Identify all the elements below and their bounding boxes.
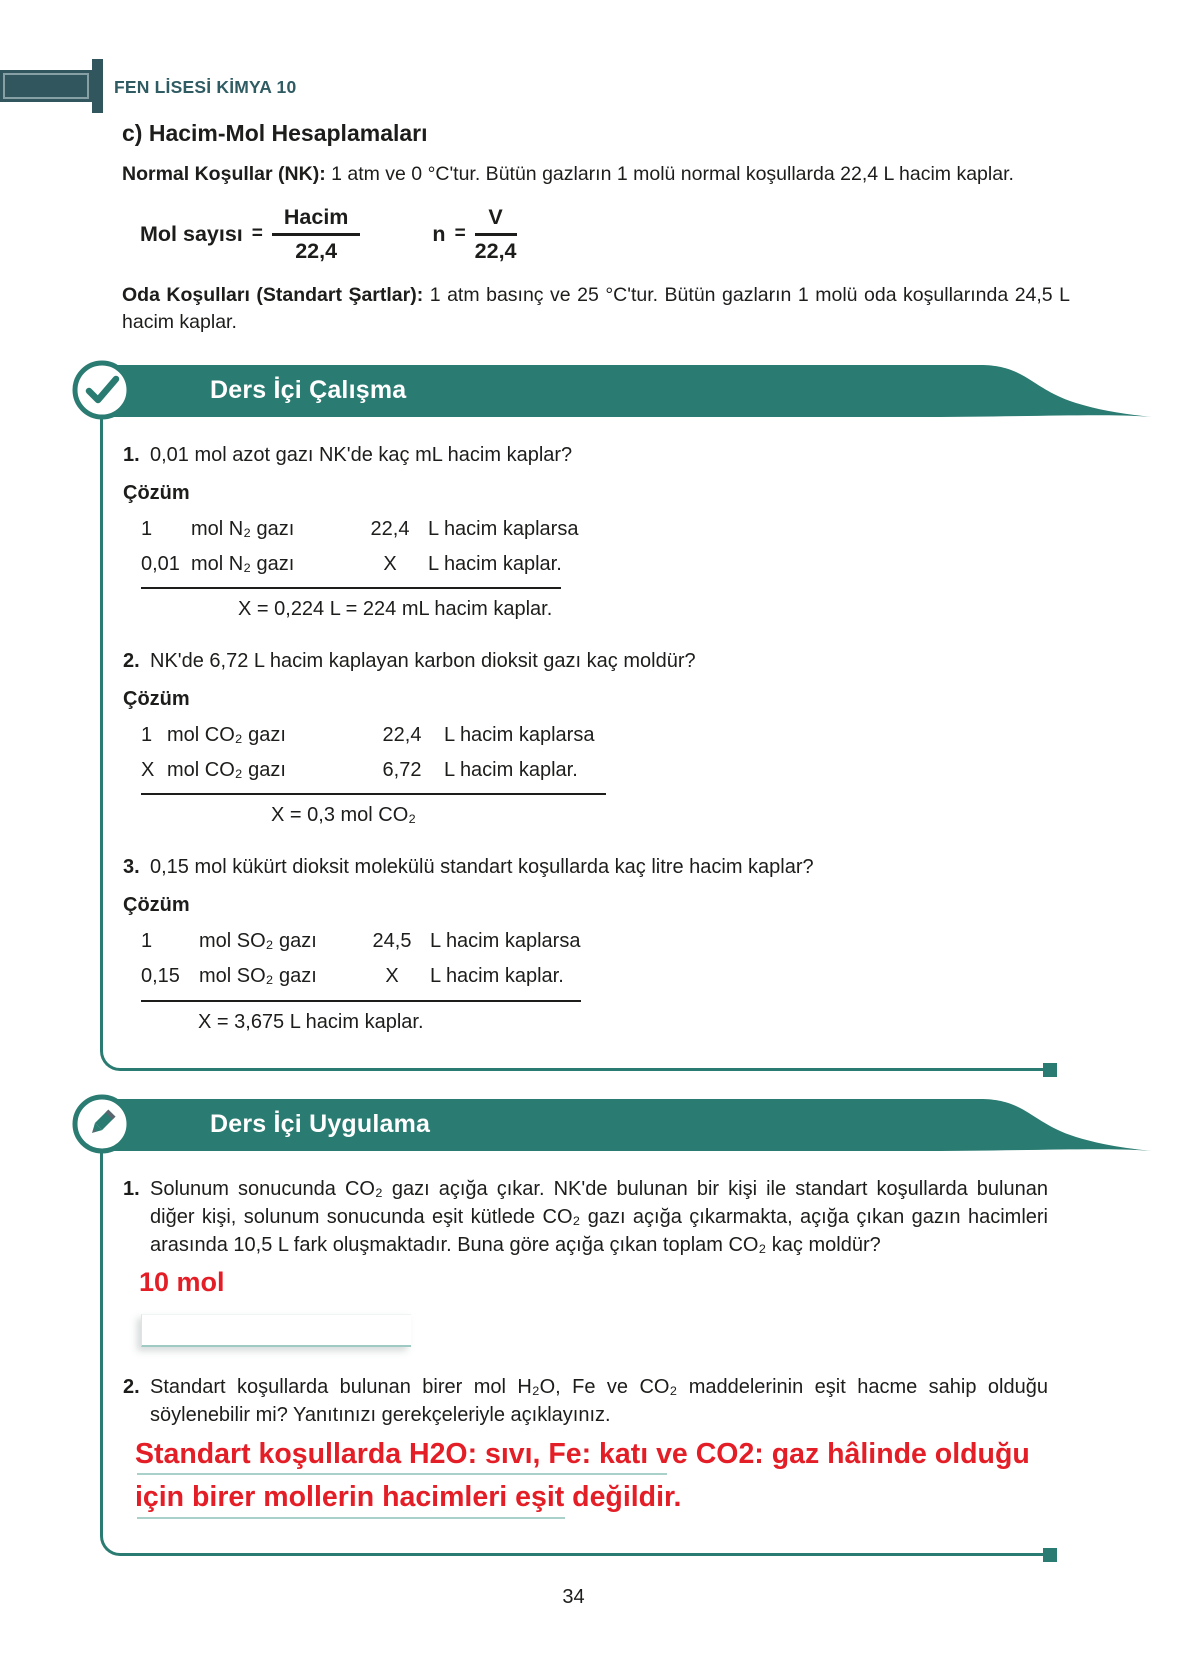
normal-conditions-label: Normal Koşullar (NK): [122,163,326,185]
header-decoration [0,70,92,102]
worked-problem-2 [123,647,1039,827]
header-decoration-inner [3,73,89,99]
proportion-table [141,928,1039,990]
normal-conditions-paragraph [122,161,1070,189]
volume-cell: X [385,965,399,988]
quantity-cell: 1 [141,518,153,541]
question-number: 1. [123,1177,140,1200]
fraction-denominator: 22,4 [295,238,338,263]
answer-box [141,1314,411,1347]
substance-cell: mol N₂ gazı [191,518,295,541]
volume-text-cell: L hacim kaplar. [430,965,564,988]
header-title: FEN LİSESİ KİMYA 10 [114,77,297,97]
volume-cell: 6,72 [382,758,422,781]
calisma-banner [100,365,1047,415]
question-text: Solunum sonucunda CO₂ gazı açığa çıkar. NK'de bulunan bir kişi ile standart koşullarda bulunan diğer kişi, solunum sonucunda eşit kütlede CO₂ gazı açığa çıkarmakta, açığa çıkan gazın hacimleri arasında 10,5 L fark oluşmaktadır. Buna göre açığa çıkan toplam CO₂ kaç moldür? [150,1177,1048,1256]
solution-label: Çözüm [123,894,190,917]
fraction-denominator: 22,4 [474,238,517,263]
mol-volume-formula [140,205,1187,264]
calisma-box [100,415,1047,1071]
answer-line [137,1473,667,1475]
uygulama-box [100,1149,1047,1557]
question [123,853,1039,881]
question-number: 1. [123,444,140,467]
question [123,1373,1048,1429]
question [123,441,1039,469]
fraction-v [475,205,517,264]
application-problem-1 [123,1175,1048,1347]
normal-conditions-text: 1 atm ve 0 °C'tur. Bütün gazların 1 molü normal koşullarda 22,4 L hacim kaplar. [325,163,1014,185]
solution-divider [141,1000,581,1002]
question-text: Standart koşullarda bulunan birer mol H₂O, Fe ve CO₂ maddelerinin eşit hacme sahip olduğu söylenebilir mi? Yanıtınızı gerekçeleriyle açıklayınız. [150,1375,1048,1426]
substance-cell: mol CO₂ gazı [167,758,286,781]
volume-cell: X [383,552,397,575]
equals-sign: = [251,223,263,245]
page-content [0,120,1187,1609]
question-text: NK'de 6,72 L hacim kaplayan karbon dioksit gazı kaç moldür? [150,650,696,673]
solution-result: X = 0,224 L = 224 mL hacim kaplar. [238,598,553,621]
volume-cell: 22,4 [370,518,410,541]
header-decoration-bar [92,59,103,113]
volume-cell: 24,5 [372,930,412,953]
question-text: 0,01 mol azot gazı NK'de kaç mL hacim kaplar? [150,444,573,467]
substance-cell: mol N₂ gazı [191,552,295,575]
equals-sign: = [454,223,466,245]
solution-result: X = 3,675 L hacim kaplar. [198,1010,424,1033]
room-conditions-label: Oda Koşulları (Standart Şartlar): [122,283,424,306]
calisma-banner-label: Ders İçi Çalışma [210,376,407,405]
question-number: 2. [123,650,140,673]
section-ders-ici-uygulama [100,1099,1047,1557]
fraction-hacim [272,205,361,264]
uygulama-banner [100,1099,1047,1149]
quantity-cell: 0,01 [141,552,180,575]
solution-divider [141,587,561,589]
substance-cell: mol SO₂ gazı [199,930,317,953]
question-number: 2. [123,1375,140,1398]
page-number: 34 [562,1586,585,1609]
box-end-square [1043,1548,1057,1562]
quantity-cell: 1 [141,724,153,747]
question-text: 0,15 mol kükürt dioksit molekülü standart koşullarda kaç litre hacim kaplar? [150,856,814,879]
room-conditions-text: 1 atm basınç ve 25 °C'tur. Bütün gazların 1 molü oda koşullarında 24,5 L hacim kaplar. [122,283,1070,334]
volume-text-cell: L hacim kaplar. [428,552,562,575]
worked-problem-1 [123,441,1039,621]
substance-cell: mol CO₂ gazı [167,724,286,747]
fraction-numerator: Hacim [272,205,361,236]
formula-lhs: Mol sayısı [140,221,243,246]
answer-line [137,1517,565,1519]
volume-cell: 22,4 [382,724,422,747]
room-conditions-paragraph [122,282,1070,337]
question-number: 3. [123,856,140,879]
volume-text-cell: L hacim kaplar. [444,758,578,781]
application-problem-2 [123,1373,1048,1520]
question [123,647,1039,675]
substance-cell: mol SO₂ gazı [199,965,317,988]
solution-divider [141,793,606,795]
quantity-cell: X [141,758,155,781]
check-icon [70,358,134,422]
formula-lhs-n: n [432,221,446,246]
solution-label: Çözüm [123,482,190,505]
pencil-icon [70,1092,134,1156]
question [123,1175,1048,1259]
fraction-numerator: V [475,205,517,236]
proportion-table [141,516,1039,578]
handwritten-answer-text: Standart koşullarda H2O: sıvı, Fe: katı ve CO2: gaz hâlinde olduğu için birer mollerin hacimleri eşit değildir. [135,1437,1030,1513]
quantity-cell: 0,15 [141,965,180,988]
solution-result: X = 0,3 mol CO₂ [271,804,417,827]
uygulama-banner-label: Ders İçi Uygulama [210,1109,431,1138]
volume-text-cell: L hacim kaplarsa [444,724,595,747]
handwritten-answer: 10 mol [139,1266,225,1297]
section-ders-ici-calisma [100,365,1047,1071]
handwritten-answer [135,1433,1035,1520]
worked-problem-3 [123,853,1039,1033]
box-end-square [1043,1063,1057,1077]
quantity-cell: 1 [141,930,153,953]
solution-label: Çözüm [123,688,190,711]
volume-text-cell: L hacim kaplarsa [430,930,581,953]
volume-text-cell: L hacim kaplarsa [428,518,579,541]
section-title: c) Hacim-Mol Hesaplamaları [122,120,428,146]
proportion-table [141,722,1039,784]
